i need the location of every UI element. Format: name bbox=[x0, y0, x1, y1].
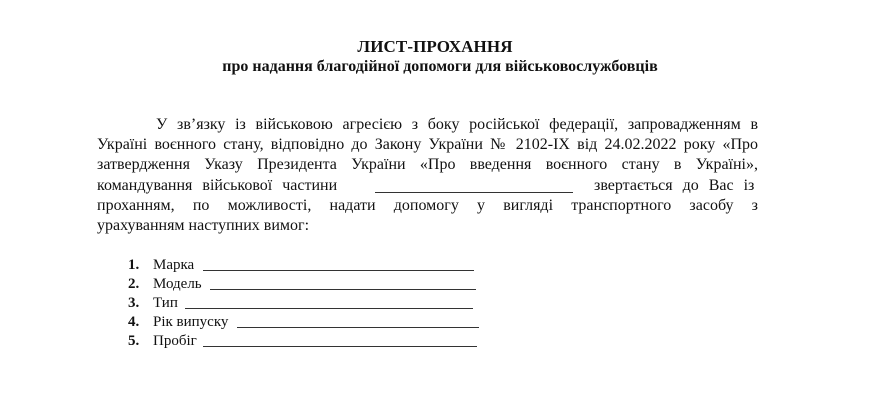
list-label: Тип bbox=[153, 295, 178, 311]
list-label: Марка bbox=[153, 257, 195, 273]
list-number: 3. bbox=[128, 295, 140, 311]
body-line-5: проханням, по можливості, надати допомогу у вигляді транспортного засобу з bbox=[97, 197, 758, 214]
body-line-2: Україні воєнного стану, відповідно до Закону України № 2102-IX від 24.02.2022 року «Про bbox=[97, 136, 758, 153]
list-number: 4. bbox=[128, 314, 140, 330]
unit-suffix-text: звертається до Вас із bbox=[594, 177, 755, 194]
body-line-3: затвердження Указу Президента України «Про введення воєнного стану в Україні», bbox=[97, 156, 758, 173]
document-subtitle: про надання благодійної допомоги для військовослужбовців bbox=[222, 58, 658, 75]
body-line-1: У зв’язку із військовою агресією з боку російської федерації, запровадженням в bbox=[156, 116, 758, 133]
model-blank-field[interactable] bbox=[210, 289, 476, 290]
document-title: ЛИСТ-ПРОХАННЯ bbox=[357, 37, 513, 56]
year-blank-field[interactable] bbox=[237, 327, 479, 328]
list-label: Рік випуску bbox=[153, 314, 229, 330]
list-number: 2. bbox=[128, 276, 140, 292]
type-blank-field[interactable] bbox=[185, 308, 473, 309]
list-number: 5. bbox=[128, 333, 140, 349]
list-label: Модель bbox=[153, 276, 202, 292]
military-unit-blank-field[interactable] bbox=[375, 192, 573, 193]
unit-prefix-text: командування військової частини bbox=[97, 177, 338, 194]
mileage-blank-field[interactable] bbox=[203, 346, 477, 347]
brand-blank-field[interactable] bbox=[203, 270, 474, 271]
list-number: 1. bbox=[128, 257, 140, 273]
list-label: Пробіг bbox=[153, 333, 197, 349]
body-line-6: урахуванням наступних вимог: bbox=[97, 217, 310, 234]
